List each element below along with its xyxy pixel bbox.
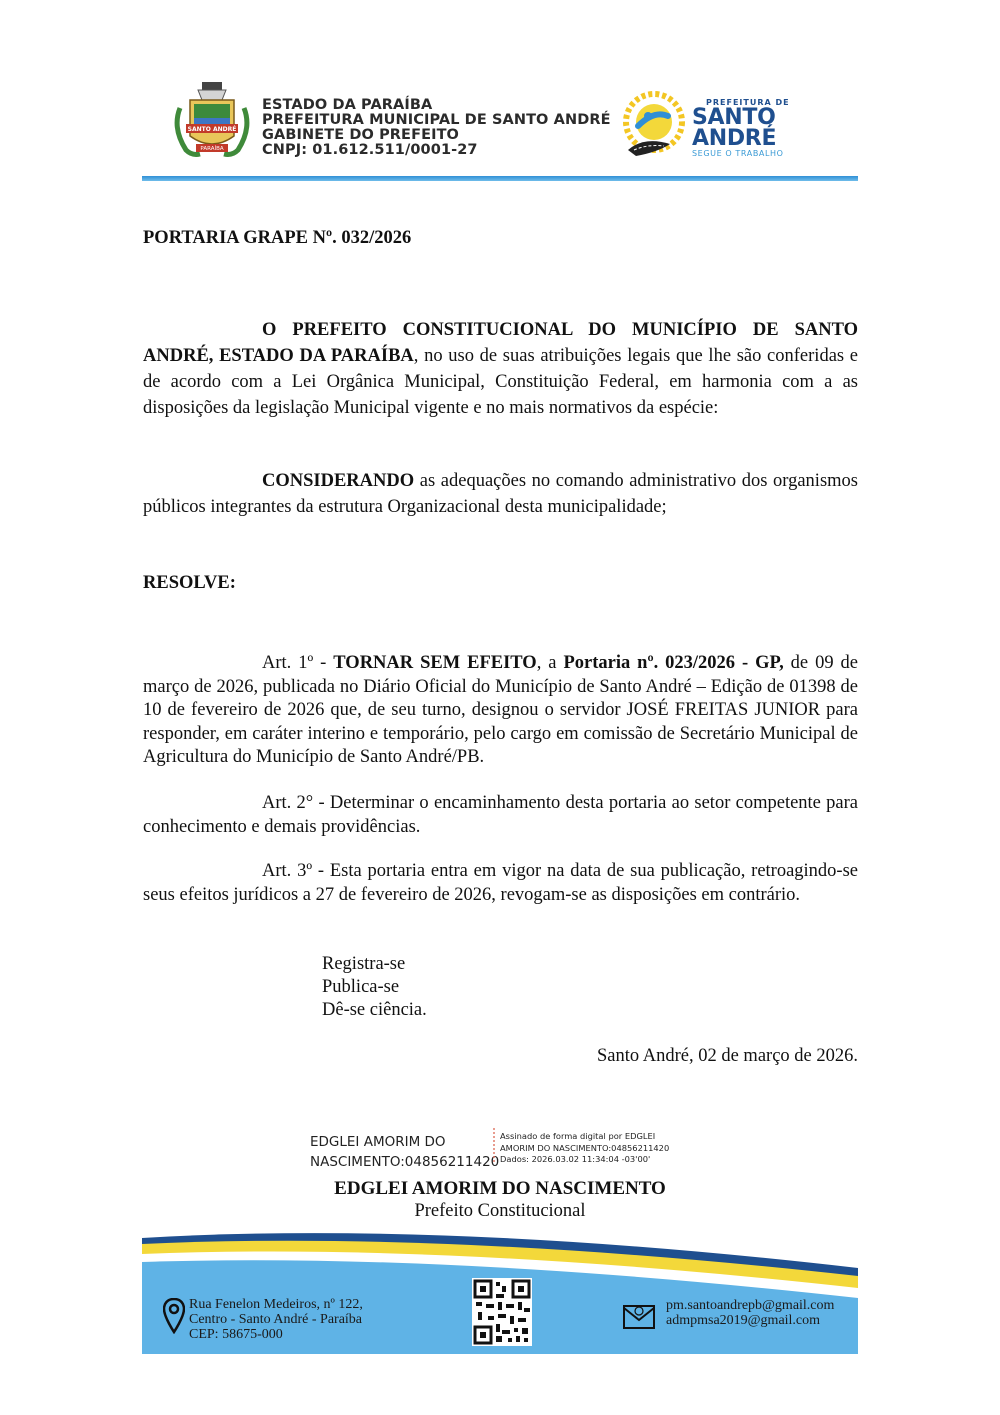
email-icon: [622, 1302, 656, 1330]
intro-text: , no uso de suas atribuições legais que lhe são conferidas e de acordo com a Lei Orgânica Municipal, Constituição Federal, em harmonia com a as disposições da legislação Municipal vigente e no mais normativos da espécie:: [143, 346, 858, 418]
footer-address: [189, 1297, 363, 1342]
header-line: ESTADO DA PARAÍBA: [262, 97, 433, 113]
logo-main-text-2: ANDRÉ: [692, 126, 777, 151]
art1-bold-portaria: Portaria nº. 023/2026 - GP,: [563, 653, 784, 673]
closing-formula: [322, 953, 427, 1022]
address-line: Centro - Santo André - Paraíba: [189, 1312, 363, 1327]
signer-role: Prefeito Constitucional: [414, 1201, 586, 1221]
header-institution-lines: [262, 98, 611, 158]
considerando-paragraph: [143, 468, 858, 520]
article-2: [143, 792, 858, 839]
logo-slogan: SEGUE O TRABALHO: [692, 149, 784, 158]
digital-signature-name-line: NASCIMENTO:04856211420: [310, 1154, 500, 1170]
signature-mark-icon: [492, 1128, 496, 1164]
header-line: PREFEITURA MUNICIPAL DE SANTO ANDRÉ: [262, 112, 611, 128]
email-line: pm.santoandrepb@gmail.com: [666, 1298, 835, 1313]
digital-signature-name: [310, 1132, 499, 1172]
location-pin-icon: [163, 1298, 185, 1334]
intro-paragraph: [143, 317, 858, 421]
header-line: CNPJ: 01.612.511/0001-27: [262, 142, 478, 158]
document-title: PORTARIA GRAPE Nº. 032/2026: [143, 228, 412, 248]
closing-line: Dê-se ciência.: [322, 1000, 427, 1020]
signer-name: EDGLEI AMORIM DO NASCIMENTO: [334, 1178, 666, 1199]
closing-line: Registra-se: [322, 954, 406, 974]
logo-top-text: PREFEITURA DE: [706, 98, 790, 107]
address-line: Rua Fenelon Medeiros, nº 122,: [189, 1297, 363, 1312]
art1-text: de 09 de março de 2026, publicada no Diário Oficial do Município de Santo André – Edição de 01398 de 10 de fevereiro de 2026 que, de seu turno, designou o servidor JOSÉ FREITAS JUNIOR para responder, em caráter interino e temporário, pelo cargo em comissão de Secretário Municipal de Agricultura do Município de Santo André/PB.: [143, 653, 858, 767]
article-1: [143, 652, 858, 770]
considerando-bold-text: CONSIDERANDO: [262, 471, 415, 491]
qr-code-icon: [472, 1278, 532, 1346]
closing-line: Publica-se: [322, 977, 400, 997]
resolve-heading: RESOLVE:: [143, 573, 236, 593]
art1-bold-action: TORNAR SEM EFEITO: [333, 653, 537, 673]
digital-signature-info: [500, 1131, 669, 1166]
municipal-crest-icon: [172, 78, 252, 162]
crest-text: SANTO ANDRÉ: [187, 126, 237, 133]
header-divider: [142, 176, 858, 181]
digital-signature-info-line: Assinado de forma digital por EDGLEI: [500, 1131, 656, 1141]
art2-text: Art. 2° - Determinar o encaminhamento desta portaria ao setor competente para conhecimento e demais providências.: [143, 793, 858, 837]
address-line: CEP: 58675-000: [189, 1327, 283, 1342]
art1-connector: , a: [536, 653, 564, 673]
art3-text: Art. 3º - Esta portaria entra em vigor na data de sua publicação, retroagindo-se seus efeitos jurídicos a 27 de fevereiro de 2026, revogam-se as disposições em contrário.: [143, 861, 858, 905]
email-line: admpmsa2019@gmail.com: [666, 1313, 821, 1328]
digital-signature-info-line: AMORIM DO NASCIMENTO:04856211420: [500, 1142, 670, 1153]
digital-signature-name-line: EDGLEI AMORIM DO: [310, 1134, 446, 1150]
logo-main-text-1: SANTO: [692, 105, 776, 130]
art1-prefix: Art. 1º -: [262, 653, 334, 673]
document-date: Santo André, 02 de março de 2026.: [597, 1046, 858, 1066]
considerando-text: as adequações no comando administrativo dos organismos públicos integrantes da estrutura Organizacional desta municipalidade;: [143, 471, 858, 517]
intro-bold-text: O PREFEITO CONSTITUCIONAL DO MUNICÍPIO DE SANTO ANDRÉ, ESTADO DA PARAÍBA: [143, 320, 858, 366]
crest-ribbon: PARAÍBA: [200, 146, 224, 152]
article-3: [143, 860, 858, 907]
header-line: GABINETE DO PREFEITO: [262, 127, 459, 143]
digital-signature-info-line: Dados: 2026.03.02 11:34:04 -03'00': [500, 1154, 651, 1164]
footer-emails: [666, 1298, 834, 1328]
prefeitura-logo-text: [692, 98, 790, 159]
